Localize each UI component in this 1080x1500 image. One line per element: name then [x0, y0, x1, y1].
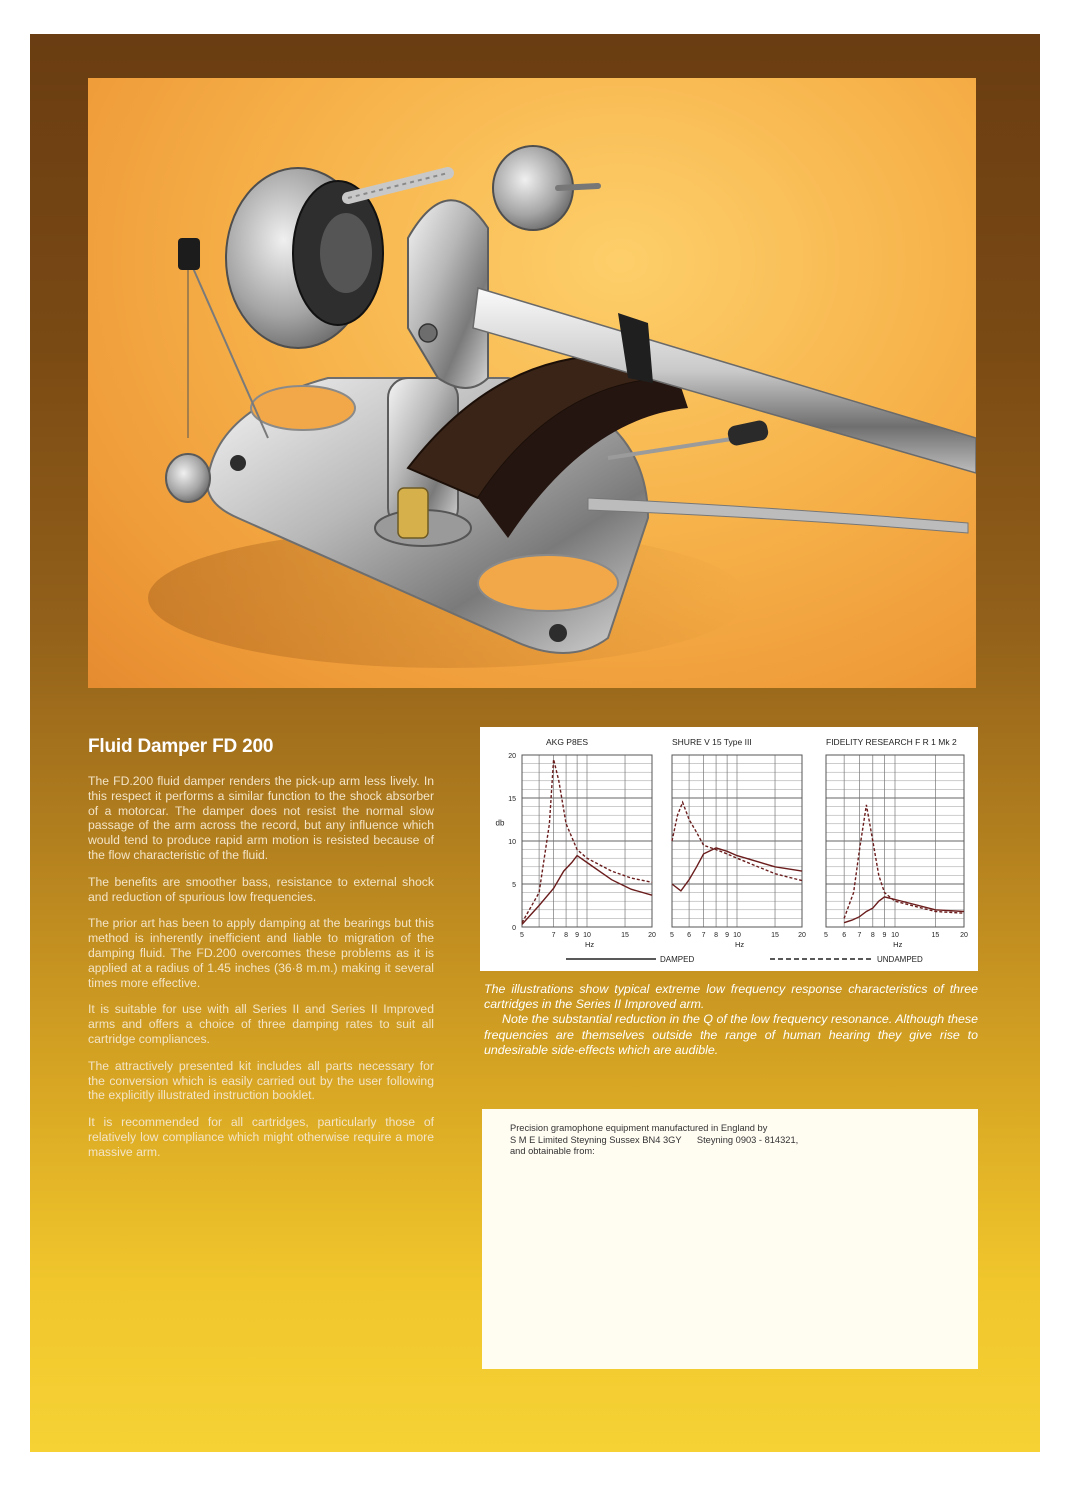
legend-damped-label: DAMPED [660, 955, 695, 964]
y-tick-label: 10 [508, 839, 516, 846]
dealer-address-box [482, 1109, 978, 1369]
x-tick-label: 7 [701, 932, 706, 939]
y-axis-label: db [495, 818, 505, 828]
paragraph: The FD.200 fluid damper renders the pick-up arm less lively. In this respect it performs a similar function to the shock absorber of a motorcar. The damper does not resist the normal slow passage of the arm across the record, but any influence which would tend to produce rapid arm motion is resisted because of the flow characteristic of the fluid. [88, 774, 434, 862]
paragraph: The benefits are smoother bass, resistance to external shock and reduction of spurious low frequencies. [88, 874, 434, 904]
charts-svg [480, 727, 978, 971]
description-column [88, 774, 434, 1172]
caption-line: The illustrations show typical extreme low frequency response characteristics of three cartridges in the Series II Improved arm. [484, 982, 978, 1012]
paragraph: It is recommended for all cartridges, particularly those of relatively low compliance which might otherwise require a more massive arm. [88, 1115, 434, 1159]
arm-yoke [408, 200, 488, 388]
x-tick-label: 9 [882, 932, 887, 939]
x-tick-label: 20 [648, 932, 656, 939]
address-line: S M E Limited Steyning Sussex BN4 3GY Steyning 0903 - 814321, [510, 1134, 799, 1145]
x-axis-label: Hz [735, 940, 745, 949]
x-tick-label: 5 [824, 932, 828, 939]
x-tick-label: 8 [564, 932, 569, 939]
x-tick-label: 15 [931, 932, 940, 939]
x-tick-label: 5 [520, 932, 524, 939]
x-axis-label: Hz [585, 940, 595, 949]
brochure-page [30, 34, 1040, 1452]
page-title: Fluid Damper FD 200 [88, 736, 274, 757]
x-tick-label: 20 [960, 932, 968, 939]
x-tick-label: 9 [575, 932, 580, 939]
x-tick-label: 15 [621, 932, 629, 939]
x-tick-label: 10 [733, 932, 741, 939]
x-tick-label: 8 [870, 932, 875, 939]
x-tick-label: 10 [891, 932, 899, 939]
y-tick-label: 20 [508, 753, 516, 760]
x-tick-label: 20 [798, 932, 806, 939]
tonearm-illustration [88, 78, 976, 688]
chart-caption [484, 982, 978, 1058]
chart-title: AKG P8ES [546, 737, 589, 747]
x-tick-label: 15 [771, 932, 779, 939]
x-axis-label: Hz [893, 940, 903, 949]
frequency-response-charts [480, 727, 978, 971]
y-tick-label: 0 [512, 925, 516, 932]
paragraph: The attractively presented kit includes all parts necessary for the conversion which is easily carried out by the user following the explicitly illustrated instruction booklet. [88, 1058, 434, 1103]
x-tick-label: 5 [670, 932, 674, 939]
x-tick-label: 7 [551, 932, 556, 939]
address-line: Precision gramophone equipment manufactured in England by [510, 1123, 768, 1133]
x-tick-label: 7 [857, 932, 862, 939]
paragraph: It is suitable for use with all Series II and Series II Improved arms and offers a choice of three damping rates to suit all cartridge compliances. [88, 1002, 434, 1046]
chart-title: SHURE V 15 Type III [672, 737, 752, 747]
address-line: and obtainable from: [510, 1146, 595, 1156]
y-tick-label: 15 [508, 796, 516, 803]
product-photo [88, 78, 976, 688]
bias-weight [166, 454, 210, 502]
x-tick-label: 8 [714, 932, 719, 939]
paragraph: The prior art has been to apply damping at the bearings but this method is inherently inefficient and liable to migration of the damping fluid. The FD.200 overcomes these problems as it is applied at a radius of 1.45 inches (36·8 m.m.) making it several times more effective. [88, 916, 434, 990]
x-tick-label: 6 [687, 932, 692, 939]
x-tick-label: 9 [725, 932, 730, 939]
x-tick-label: 10 [583, 932, 591, 939]
legend-undamped-label: UNDAMPED [877, 955, 923, 964]
x-tick-label: 6 [842, 932, 847, 939]
y-tick-label: 5 [512, 882, 516, 889]
chart-title: FIDELITY RESEARCH F R 1 Mk 2 [826, 737, 957, 747]
caption-line: Note the substantial reduction in the Q of the low frequency resonance. Although these frequencies are themselves outside the range of human hearing they give rise to undesirable side-effects which are audible. [484, 1012, 978, 1057]
